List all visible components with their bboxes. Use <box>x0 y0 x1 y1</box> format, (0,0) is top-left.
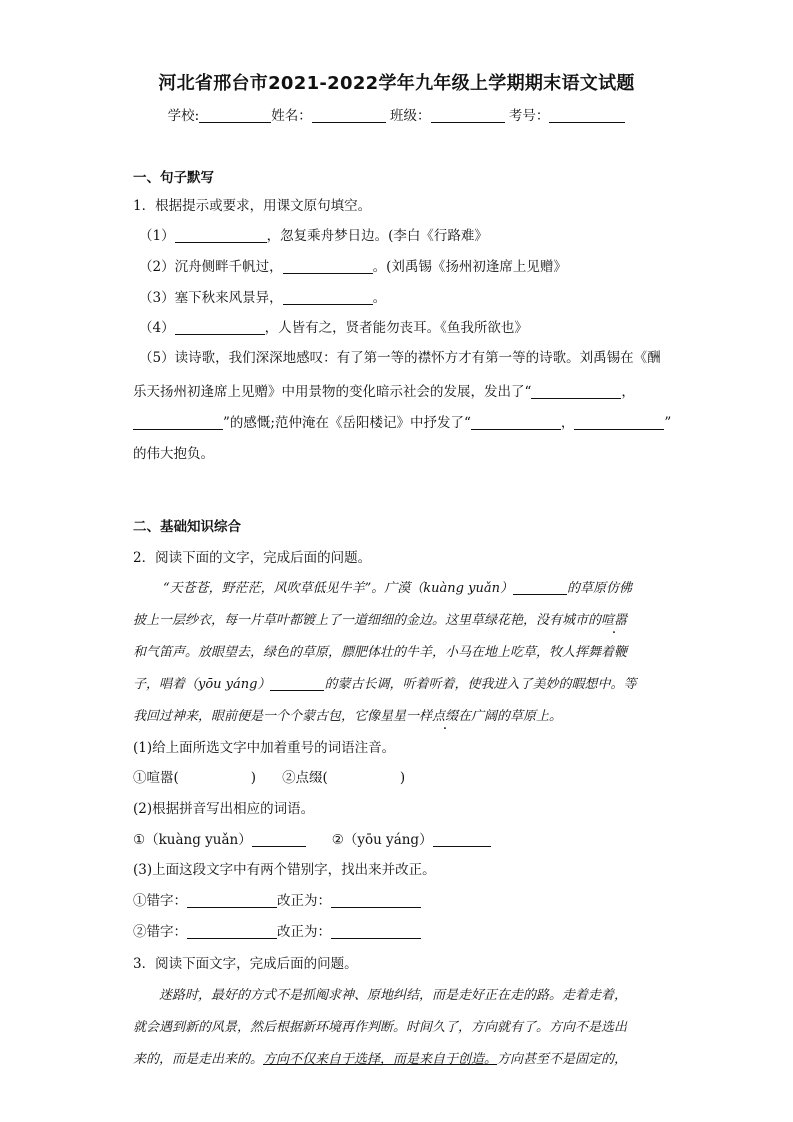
item-4-prefix: （4） <box>139 320 175 336</box>
item-3-prefix: （3）塞下秋来风景异， <box>139 290 283 306</box>
passage-3-line-2: 就会遇到新的风景，然后根据新环境再作判断。时间久了，方向就有了。方向不是选出 <box>133 1020 628 1035</box>
sub-question-1-answers <box>133 766 405 786</box>
passage-2-text-4a: 子，唱着（yōu yáng） <box>133 677 271 692</box>
passage-2-line-4 <box>133 673 660 692</box>
sub-question-3: (3)上面这段文字中有两个错别字，找出来并改正。 <box>133 862 436 878</box>
section-heading-1: 一、句子默写 <box>133 170 214 186</box>
question-1-item-5-line-1: （5）读诗歌，我们深深地感叹：有了第一等的襟怀方才有第一等的诗歌。刘禹锡在《酬 <box>139 350 661 366</box>
sub-1b-close: ) <box>399 770 406 786</box>
item-1-prefix: （1） <box>139 228 175 244</box>
passage-3-text-3a: 来的，而是走出来的。 <box>133 1052 264 1067</box>
item-2-blank[interactable] <box>283 259 373 274</box>
sub-3a-label: ①错字： <box>133 893 187 909</box>
question-1-item-5-line-4: 的伟大抱负。 <box>133 446 214 462</box>
name-label: 姓名： <box>271 108 312 124</box>
sub-3a-correct-blank[interactable] <box>331 893 421 908</box>
sub-2a-blank[interactable] <box>252 832 306 847</box>
number-blank[interactable] <box>549 108 625 123</box>
item-5-comma: ， <box>621 384 635 400</box>
sub-question-3-answer-2 <box>133 920 421 940</box>
page-title: 河北省邢台市2021-2022学年九年级上学期期末语文试题 <box>158 73 635 94</box>
passage-2-text-5a: 我回过神来，眼前便是一个个蒙古包，它像星星一样 <box>133 709 433 724</box>
passage-2-line-1 <box>163 577 690 596</box>
sub-question-2-answers <box>133 828 491 848</box>
sub-3b-correct-blank[interactable] <box>331 924 421 939</box>
passage-2-line-2 <box>133 609 660 628</box>
class-label: 班级： <box>390 108 431 124</box>
passage-2-text-1b: 的草原仿佛 <box>566 581 632 596</box>
question-3: 3．阅读下面文字，完成后面的问题。 <box>133 956 358 972</box>
question-2: 2．阅读下面的文字，完成后面的问题。 <box>133 550 372 566</box>
passage-3-text-3b: 方向甚至不是固定的， <box>497 1052 628 1067</box>
item-1-blank[interactable] <box>175 228 267 243</box>
passage-2-blank-1[interactable] <box>513 580 567 595</box>
question-1-item-1 <box>139 224 488 244</box>
student-info-line <box>0 104 793 124</box>
question-1-item-5-line-3 <box>133 411 671 431</box>
passage-2-line-3: 和气笛声。放眼望去，绿色的草原，膘肥体壮的牛羊，小马在地上吃草，牧人挥舞着鞭 <box>133 645 628 660</box>
question-1-item-3 <box>139 286 386 306</box>
emphasis-word-dianzhui: 点缀 <box>432 709 459 724</box>
sub-2a-label: ①（kuàng yuǎn） <box>133 832 252 848</box>
question-1-item-4 <box>139 316 528 336</box>
sub-3a-blank[interactable] <box>187 893 277 908</box>
emphasis-word-xuanxiao: 喧嚣 <box>601 613 628 628</box>
question-1: 1．根据提示或要求，用课文原句填空。 <box>133 198 372 214</box>
item-5-blank-2[interactable] <box>133 415 223 430</box>
school-blank[interactable] <box>199 108 271 123</box>
item-3-suffix: 。 <box>372 290 387 306</box>
item-4-blank[interactable] <box>175 320 265 335</box>
item-1-suffix: ，忽复乘舟梦日边。(李白《行路难》 <box>266 228 488 244</box>
section-heading-2: 二、基础知识综合 <box>133 519 241 535</box>
item-5-blank-4[interactable] <box>574 415 664 430</box>
passage-3-line-3 <box>133 1048 660 1067</box>
sub-question-2: (2)根据拼音写出相应的词语。 <box>133 801 315 817</box>
item-5-text-a: 乐天扬州初逢席上见赠》中用景物的变化暗示社会的发展，发出了“ <box>133 384 532 400</box>
passage-2-text-1a: “天苍苍，野茫茫，风吹草低见牛羊”。广漠（kuàng yuǎn） <box>163 581 513 596</box>
sub-1b-label: ②点缀( <box>282 770 328 786</box>
passage-2-line-5 <box>133 705 660 724</box>
question-1-item-5-line-2 <box>133 380 635 400</box>
item-5-comma-2: ， <box>560 415 575 431</box>
sub-3b-correct-label: 改正为： <box>277 924 331 940</box>
class-blank[interactable] <box>431 108 505 123</box>
underlined-sentence: 方向不仅来自于选择，而是来自于创造。 <box>263 1052 498 1067</box>
passage-2-text-4b: 的蒙古长调，听着听着，使我进入了美妙的暇想中。等 <box>324 677 637 692</box>
name-blank[interactable] <box>312 108 386 123</box>
sub-question-3-answer-1 <box>133 889 421 909</box>
passage-2-text-2a: 披上一层纱衣，每一片草叶都镀上了一道细细的金边。这里草绿花艳，没有城市的 <box>133 613 602 628</box>
sub-3b-label: ②错字： <box>133 924 187 940</box>
item-2-suffix: 。(刘禹锡《扬州初逢席上见赠》 <box>372 259 567 275</box>
sub-1a-label: ①喧嚣( <box>133 770 179 786</box>
passage-2-blank-2[interactable] <box>270 676 324 691</box>
question-1-item-2 <box>139 255 567 275</box>
sub-3a-correct-label: 改正为： <box>277 893 331 909</box>
passage-3-line-1: 迷路时，最好的方式不是抓阄求神、原地纠结，而是走好正在走的路。走着走着， <box>159 988 628 1003</box>
sub-question-1: (1)给上面所选文字中加着重号的词语注音。 <box>133 740 396 756</box>
item-5-text-b: ”的感慨;范仲淹在《岳阳楼记》中抒发了“ <box>223 415 471 431</box>
item-3-blank[interactable] <box>283 290 373 305</box>
item-5-quote-end: ” <box>664 415 672 431</box>
school-label: 学校: <box>167 108 200 124</box>
passage-2-text-5b: 在广阔的草原上。 <box>458 709 563 724</box>
item-2-prefix: （2）沉舟侧畔千帆过， <box>139 259 283 275</box>
item-5-blank-1[interactable] <box>531 384 621 399</box>
sub-2b-label: ②（yōu yáng） <box>331 832 433 848</box>
item-4-suffix: ，人皆有之，贤者能勿丧耳。《鱼我所欲也》 <box>264 320 528 336</box>
item-5-blank-3[interactable] <box>471 415 561 430</box>
sub-1a-close: ) <box>250 770 257 786</box>
sub-2b-blank[interactable] <box>433 832 491 847</box>
number-label: 考号： <box>508 108 550 124</box>
sub-3b-blank[interactable] <box>187 924 277 939</box>
